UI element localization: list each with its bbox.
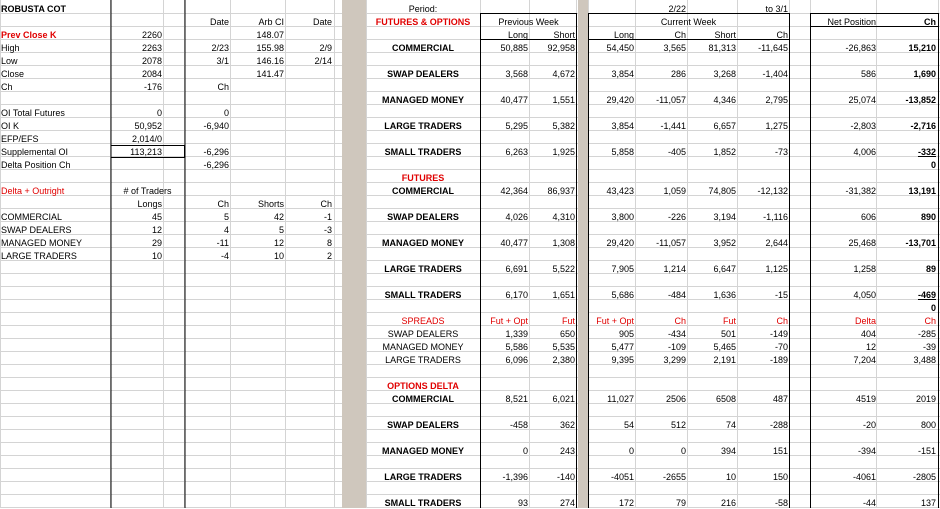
cell-i[interactable]: 2,380 [552, 355, 575, 365]
cell-p[interactable]: 586 [860, 69, 876, 79]
cell-q[interactable]: 3,488 [913, 355, 936, 365]
cell-h[interactable]: 6,263 [505, 147, 528, 157]
cell-i[interactable]: 5,382 [552, 121, 575, 131]
cell-b[interactable]: 2260 [141, 30, 162, 40]
cell-n[interactable]: -288 [769, 420, 788, 430]
cell-b[interactable]: 2263 [141, 43, 162, 53]
cell-g[interactable]: LARGE TRADERS [384, 121, 462, 131]
cell-g[interactable]: SMALL TRADERS [384, 498, 462, 508]
cell-f[interactable]: 2/14 [314, 56, 332, 66]
cell-d[interactable]: 4 [223, 225, 229, 235]
cell-a[interactable]: Prev Close K [1, 30, 57, 40]
cell-q[interactable]: Ch [924, 17, 936, 27]
cell-i[interactable]: 243 [559, 446, 575, 456]
cell-h[interactable]: 93 [517, 498, 528, 508]
cell-k[interactable]: 3,854 [611, 121, 634, 131]
cell-n[interactable]: -58 [774, 498, 788, 508]
cell-q[interactable]: 800 [920, 420, 936, 430]
cell-q[interactable]: -13,701 [905, 238, 936, 248]
cell-h[interactable]: 8,521 [505, 394, 528, 404]
cell-g[interactable]: SWAP DEALERS [387, 420, 459, 430]
cell-q[interactable]: 0 [930, 303, 936, 313]
cell-p[interactable]: 12 [865, 342, 876, 352]
cell-d[interactable]: -6,296 [203, 147, 229, 157]
cell-p[interactable]: 404 [860, 329, 876, 339]
cell-k[interactable]: 0 [628, 446, 634, 456]
cell-g[interactable]: OPTIONS DELTA [387, 381, 459, 391]
cell-q[interactable]: -39 [922, 342, 936, 352]
cell-a[interactable]: COMMERCIAL [1, 212, 63, 222]
cell-k[interactable]: 7,905 [611, 264, 634, 274]
cell-e[interactable]: 141.47 [256, 69, 284, 79]
cell-d[interactable]: -4 [220, 251, 229, 261]
cell-l[interactable]: 1,059 [663, 186, 686, 196]
cell-g[interactable]: SPREADS [401, 316, 445, 326]
cell-p[interactable]: 7,204 [853, 355, 876, 365]
cell-p[interactable]: -26,863 [845, 43, 876, 53]
cell-g[interactable]: COMMERCIAL [392, 43, 454, 53]
cell-l[interactable]: -226 [667, 212, 686, 222]
cell-g[interactable]: SWAP DEALERS [387, 69, 459, 79]
cell-b[interactable]: 12 [151, 225, 162, 235]
cell-k[interactable]: 29,420 [606, 95, 634, 105]
cell-i[interactable]: 1,651 [552, 290, 575, 300]
cell-g[interactable]: FUTURES & OPTIONS [375, 17, 471, 27]
cell-a[interactable]: Delta Position Ch [1, 160, 71, 170]
cell-k[interactable]: -4051 [610, 472, 634, 482]
cell-l[interactable]: 2506 [665, 394, 686, 404]
cell-q[interactable]: -469 [917, 290, 936, 300]
cell-f[interactable]: Ch [320, 199, 332, 209]
cell-i[interactable]: 4,310 [552, 212, 575, 222]
cell-g[interactable]: SMALL TRADERS [384, 290, 462, 300]
cell-p[interactable]: Net Position [827, 17, 876, 27]
cell-m[interactable]: Fut [722, 316, 736, 326]
cell-a[interactable]: OI Total Futures [1, 108, 65, 118]
cell-h[interactable]: 1,339 [505, 329, 528, 339]
cell-l[interactable]: -434 [667, 329, 686, 339]
cell-d[interactable]: -6,296 [203, 160, 229, 170]
cell-b[interactable]: 2078 [141, 56, 162, 66]
cell-n[interactable]: -70 [774, 342, 788, 352]
cell-i[interactable]: 5,535 [552, 342, 575, 352]
cell-i[interactable]: 362 [559, 420, 575, 430]
cell-f[interactable]: -3 [323, 225, 332, 235]
cell-q[interactable]: -13,852 [905, 95, 936, 105]
cell-q[interactable]: -285 [917, 329, 936, 339]
cell-d[interactable]: Ch [217, 199, 229, 209]
cell-n[interactable]: -1,404 [762, 69, 788, 79]
cell-q[interactable]: 89 [925, 264, 936, 274]
cell-f[interactable]: Date [312, 17, 332, 27]
cell-i[interactable]: Short [553, 30, 575, 40]
cell-e[interactable]: 5 [278, 225, 284, 235]
cell-g[interactable]: SWAP DEALERS [387, 329, 459, 339]
cell-m[interactable]: 216 [720, 498, 736, 508]
cell-i[interactable]: 1,551 [552, 95, 575, 105]
cell-n[interactable]: -11,645 [758, 43, 788, 53]
cell-h[interactable]: 6,170 [505, 290, 528, 300]
cell-k[interactable]: 3,800 [611, 212, 634, 222]
cell-l[interactable]: 1,214 [663, 264, 686, 274]
cell-i[interactable]: 92,958 [547, 43, 575, 53]
cell-m[interactable]: 74 [725, 420, 736, 430]
cell-i[interactable]: 6,021 [552, 394, 575, 404]
cell-h[interactable]: 4,026 [505, 212, 528, 222]
cell-k[interactable]: 43,423 [606, 186, 634, 196]
cell-h[interactable]: 0 [522, 446, 528, 456]
cell-e[interactable]: Arb CI [258, 17, 284, 27]
cell-m[interactable]: 3,268 [713, 69, 736, 79]
cell-k[interactable]: 3,854 [611, 69, 634, 79]
cell-p[interactable]: 25,468 [848, 238, 876, 248]
cell-f[interactable]: 2 [326, 251, 332, 261]
cell-l[interactable]: Ch [674, 30, 686, 40]
cell-l[interactable]: 2/22 [668, 4, 686, 14]
cell-d[interactable]: -11 [216, 238, 229, 248]
cell-m[interactable]: 6,657 [713, 121, 736, 131]
cell-i[interactable]: 4,672 [552, 69, 575, 79]
cell-f[interactable]: 8 [326, 238, 332, 248]
cell-h[interactable]: 6,691 [505, 264, 528, 274]
cell-i[interactable]: 274 [559, 498, 575, 508]
cell-a[interactable]: Ch [1, 82, 13, 92]
cell-e[interactable]: 10 [273, 251, 284, 261]
cell-g[interactable]: MANAGED MONEY [381, 238, 464, 248]
cell-p[interactable]: -4061 [852, 472, 876, 482]
cell-b[interactable]: 50,952 [134, 121, 162, 131]
cell-m[interactable]: 3,952 [713, 238, 736, 248]
cell-g[interactable]: MANAGED MONEY [381, 95, 464, 105]
cell-k[interactable]: 5,477 [611, 342, 634, 352]
cell-q[interactable]: 890 [920, 212, 936, 222]
cell-q[interactable]: -332 [917, 147, 936, 157]
cell-a[interactable]: EFP/EFS [1, 134, 39, 144]
cell-q[interactable]: Ch [924, 316, 936, 326]
cell-n[interactable]: to 3/1 [765, 4, 788, 14]
cell-m[interactable]: 6,647 [713, 264, 736, 274]
cell-q[interactable]: 0 [930, 160, 936, 170]
cell-n[interactable]: -15 [774, 290, 788, 300]
cell-n[interactable]: 151 [772, 446, 788, 456]
cell-g[interactable]: COMMERCIAL [392, 394, 454, 404]
cell-e[interactable]: 42 [273, 212, 284, 222]
cell-k[interactable]: 54 [623, 420, 634, 430]
cell-q[interactable]: 13,191 [908, 186, 936, 196]
cell-h[interactable]: -458 [509, 420, 528, 430]
cell-n[interactable]: -1,116 [763, 212, 788, 222]
cell-h[interactable]: 42,364 [500, 186, 528, 196]
cell-n[interactable]: Ch [776, 30, 788, 40]
cell-g[interactable]: LARGE TRADERS [384, 472, 462, 482]
cell-g[interactable]: Period: [408, 4, 438, 14]
cell-h[interactable]: 40,477 [500, 95, 528, 105]
cell-l[interactable]: -11,057 [656, 238, 686, 248]
cell-n[interactable]: Ch [776, 316, 788, 326]
cell-h[interactable]: -1,396 [502, 472, 528, 482]
cell-i[interactable]: -140 [556, 472, 575, 482]
cell-n[interactable]: -73 [774, 147, 788, 157]
cell-d[interactable]: 0 [223, 108, 229, 118]
cell-l[interactable]: 3,299 [663, 355, 686, 365]
cell-q[interactable]: -151 [917, 446, 936, 456]
cell-p[interactable]: 4,006 [853, 147, 876, 157]
cell-a[interactable]: Low [1, 56, 18, 66]
cell-h[interactable]: Long [507, 30, 528, 40]
cell-g[interactable]: COMMERCIAL [392, 186, 454, 196]
cell-a[interactable]: Close [1, 69, 25, 79]
cell-a[interactable]: MANAGED MONEY [1, 238, 83, 248]
cell-b[interactable]: Longs [137, 199, 162, 209]
cell-l[interactable]: 512 [670, 420, 686, 430]
cell-k[interactable]: Long [613, 30, 634, 40]
cell-a[interactable]: OI K [1, 121, 20, 131]
cell-n[interactable]: 1,275 [765, 121, 788, 131]
cell-p[interactable]: 25,074 [848, 95, 876, 105]
cell-b[interactable]: -176 [143, 82, 162, 92]
cell-m[interactable]: 501 [720, 329, 736, 339]
cell-k[interactable]: 5,858 [611, 147, 634, 157]
cell-k[interactable]: 11,027 [607, 394, 634, 404]
cell-m[interactable]: 1,636 [713, 290, 736, 300]
cell-p[interactable]: 4,050 [853, 290, 876, 300]
cell-a[interactable]: Supplemental OI [1, 147, 69, 157]
cell-b[interactable]: 113,213 [130, 147, 162, 157]
cell-i[interactable]: 1,308 [552, 238, 575, 248]
cell-m[interactable]: 81,313 [708, 43, 736, 53]
cell-b[interactable]: 2,014/0 [131, 134, 162, 144]
cell-k[interactable]: 172 [618, 498, 634, 508]
cell-n[interactable]: 1,125 [765, 264, 788, 274]
cell-q[interactable]: -2805 [912, 472, 936, 482]
cell-hi[interactable]: Previous Week [498, 17, 559, 27]
cell-n[interactable]: 2,795 [765, 95, 788, 105]
cell-d[interactable]: 3/1 [216, 56, 229, 66]
cell-m[interactable]: 5,465 [713, 342, 736, 352]
cell-p[interactable]: -20 [862, 420, 876, 430]
cell-d[interactable]: -6,940 [203, 121, 229, 131]
cell-h[interactable]: 40,477 [500, 238, 528, 248]
cell-l[interactable]: Ch [674, 316, 686, 326]
cell-b[interactable]: 2084 [141, 69, 162, 79]
cell-i[interactable]: 650 [559, 329, 575, 339]
cell-i[interactable]: 1,925 [552, 147, 575, 157]
cell-m[interactable]: 3,194 [713, 212, 736, 222]
cell-k[interactable]: 9,395 [611, 355, 634, 365]
cell-e[interactable]: 146.16 [256, 56, 284, 66]
cell-p[interactable]: 606 [860, 212, 876, 222]
cell-l[interactable]: -484 [667, 290, 686, 300]
cell-p[interactable]: Delta [854, 316, 876, 326]
cell-m[interactable]: 74,805 [708, 186, 736, 196]
cell-i[interactable]: Fut [561, 316, 575, 326]
cell-m[interactable]: 394 [720, 446, 736, 456]
cell-b[interactable]: 29 [151, 238, 162, 248]
cell-g[interactable]: SWAP DEALERS [387, 212, 459, 222]
cell-f[interactable]: 2/9 [319, 43, 332, 53]
cell-h[interactable]: Fut + Opt [490, 316, 528, 326]
cell-h[interactable]: 6,096 [505, 355, 528, 365]
cell-q[interactable]: 137 [920, 498, 936, 508]
cell-m[interactable]: Short [714, 30, 736, 40]
cell-h[interactable]: 5,295 [505, 121, 528, 131]
cell-g[interactable]: MANAGED MONEY [382, 342, 464, 352]
cell-b[interactable]: 0 [156, 108, 162, 118]
cell-p[interactable]: -394 [857, 446, 876, 456]
cell-a[interactable]: ROBUSTA COT [1, 4, 66, 14]
cell-g[interactable]: FUTURES [401, 173, 445, 183]
cell-e[interactable]: 155.98 [256, 43, 284, 53]
cell-f[interactable]: -1 [323, 212, 332, 222]
cell-p[interactable]: 4519 [855, 394, 876, 404]
cell-d[interactable]: Date [209, 17, 229, 27]
cell-m[interactable]: 1,852 [713, 147, 736, 157]
cell-l[interactable]: -11,057 [656, 95, 686, 105]
cell-m[interactable]: 4,346 [713, 95, 736, 105]
cell-l[interactable]: -2655 [662, 472, 686, 482]
cell-l[interactable]: 79 [675, 498, 686, 508]
cell-k[interactable]: 5,686 [611, 290, 634, 300]
cell-kn[interactable]: Current Week [660, 17, 717, 27]
cell-m[interactable]: 6508 [715, 394, 736, 404]
cell-l[interactable]: -109 [667, 342, 686, 352]
cell-l[interactable]: 286 [670, 69, 686, 79]
cell-l[interactable]: 3,565 [663, 43, 686, 53]
cell-k[interactable]: 905 [618, 329, 634, 339]
cell-i[interactable]: 5,522 [552, 264, 575, 274]
cell-h[interactable]: 5,586 [505, 342, 528, 352]
cell-d[interactable]: 5 [223, 212, 229, 222]
cell-d[interactable]: Ch [217, 82, 229, 92]
cell-g[interactable]: SMALL TRADERS [384, 147, 462, 157]
cell-d[interactable]: 2/23 [211, 43, 229, 53]
cell-a[interactable]: LARGE TRADERS [1, 251, 77, 261]
cell-e[interactable]: 12 [273, 238, 284, 248]
cell-m[interactable]: 10 [725, 472, 736, 482]
cell-n[interactable]: -12,132 [757, 186, 788, 196]
cell-p[interactable]: -44 [862, 498, 876, 508]
cell-k[interactable]: 29,420 [606, 238, 634, 248]
cell-q[interactable]: -2,716 [910, 121, 936, 131]
cell-g[interactable]: LARGE TRADERS [385, 355, 461, 365]
cell-l[interactable]: -1,441 [660, 121, 686, 131]
cell-q[interactable]: 1,690 [913, 69, 936, 79]
cell-h[interactable]: 3,568 [505, 69, 528, 79]
cell-k[interactable]: Fut + Opt [596, 316, 634, 326]
cell-m[interactable]: 2,191 [713, 355, 736, 365]
cell-n[interactable]: -189 [769, 355, 788, 365]
cell-bc[interactable]: # of Traders [123, 186, 172, 196]
cell-k[interactable]: 54,450 [606, 43, 634, 53]
cell-p[interactable]: -2,803 [850, 121, 876, 131]
cell-n[interactable]: 150 [772, 472, 788, 482]
cell-n[interactable]: 2,644 [765, 238, 788, 248]
cell-g[interactable]: LARGE TRADERS [384, 264, 462, 274]
cell-g[interactable]: MANAGED MONEY [381, 446, 464, 456]
cell-b[interactable]: 10 [151, 251, 162, 261]
cell-b[interactable]: 45 [151, 212, 162, 222]
cell-l[interactable]: -405 [667, 147, 686, 157]
cell-i[interactable]: 86,937 [547, 186, 575, 196]
cell-e[interactable]: Shorts [257, 199, 284, 209]
cell-h[interactable]: 50,885 [500, 43, 528, 53]
cell-n[interactable]: -149 [769, 329, 788, 339]
cell-q[interactable]: 2019 [915, 394, 936, 404]
cell-l[interactable]: 0 [680, 446, 686, 456]
cell-p[interactable]: 1,258 [853, 264, 876, 274]
cell-a[interactable]: High [1, 43, 20, 53]
cell-p[interactable]: -31,382 [845, 186, 876, 196]
cell-q[interactable]: 15,210 [908, 43, 936, 53]
cell-e[interactable]: 148.07 [256, 30, 284, 40]
cell-a[interactable]: Delta + Outright [1, 186, 65, 196]
cell-n[interactable]: 487 [772, 394, 788, 404]
cell-a[interactable]: SWAP DEALERS [1, 225, 72, 235]
